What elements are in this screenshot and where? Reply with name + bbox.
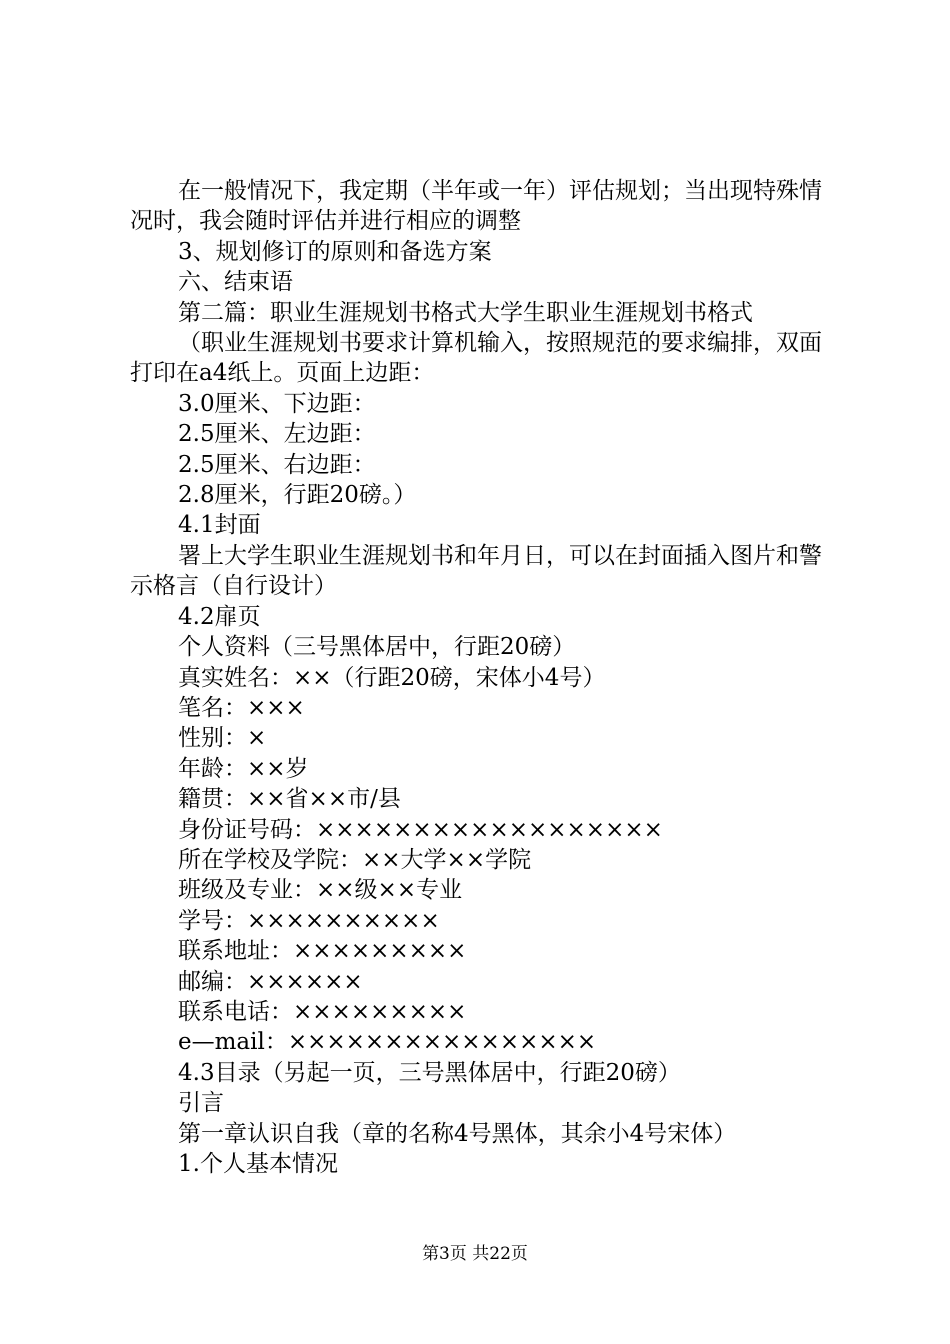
paragraph-line: 学号：×××××××××× — [178, 907, 440, 934]
paragraph-line: 班级及专业：××级××专业 — [178, 877, 463, 904]
paragraph-line: 4.3目录（另起一页，三号黑体居中，行距20磅） — [178, 1059, 681, 1086]
paragraph-line: 引言 — [178, 1090, 224, 1117]
paragraph-line: e—mail：×××××××××××××××× — [178, 1029, 597, 1056]
paragraph-line: 在一般情况下，我定期（半年或一年）评估规划；当出现特殊情况时，我会随时评估并进行相应的调整 — [130, 178, 822, 235]
paragraph-line: 3、规划修订的原则和备选方案 — [178, 238, 492, 265]
paragraph-line: 4.2扉页 — [178, 603, 261, 630]
paragraph-line: 2.5厘米、右边距： — [178, 451, 376, 478]
paragraph-line: 联系电话：××××××××× — [178, 998, 467, 1025]
paragraph-line: 署上大学生职业生涯规划书和年月日，可以在封面插入图片和警示格言（自行设计） — [130, 542, 822, 600]
paragraph-line: 邮编：×××××× — [178, 968, 363, 995]
paragraph-line: 六、结束语 — [178, 269, 293, 296]
paragraph-line: 3.0厘米、下边距： — [178, 390, 376, 417]
paragraph-line: 个人资料（三号黑体居中，行距20磅） — [178, 634, 576, 661]
paragraph-line: （职业生涯规划书要求计算机输入，按照规范的要求编排，双面打印在a4纸上。页面上边距： — [130, 330, 822, 387]
paragraph-line: 2.8厘米，行距20磅。） — [178, 482, 417, 509]
paragraph-line: 身份证号码：×××××××××××××××××× — [178, 816, 663, 843]
paragraph-line: 2.5厘米、左边距： — [178, 421, 376, 448]
paragraph-line: 真实姓名：××（行距20磅，宋体小4号） — [178, 664, 606, 691]
paragraph-line: 联系地址：××××××××× — [178, 938, 467, 965]
paragraph-line: 性别：× — [178, 725, 267, 752]
paragraph-line: 1.个人基本情况 — [178, 1151, 338, 1177]
paragraph-line: 笔名：××× — [178, 694, 305, 721]
document-body — [130, 176, 835, 1179]
page-footer — [0, 1243, 950, 1265]
paragraph-line: 第二篇：职业生涯规划书格式大学生职业生涯规划书格式 — [178, 299, 753, 326]
paragraph-line: 籍贯：××省××市/县 — [178, 786, 401, 813]
paragraph-line: 4.1封面 — [178, 512, 261, 539]
paragraph-line: 所在学校及学院：××大学××学院 — [178, 846, 532, 873]
paragraph-line: 年龄：××岁 — [178, 755, 309, 782]
page-number-label: 第3页 共22页 — [422, 1244, 528, 1264]
paragraph-line: 第一章认识自我（章的名称4号黑体，其余小4号宋体） — [178, 1120, 737, 1147]
